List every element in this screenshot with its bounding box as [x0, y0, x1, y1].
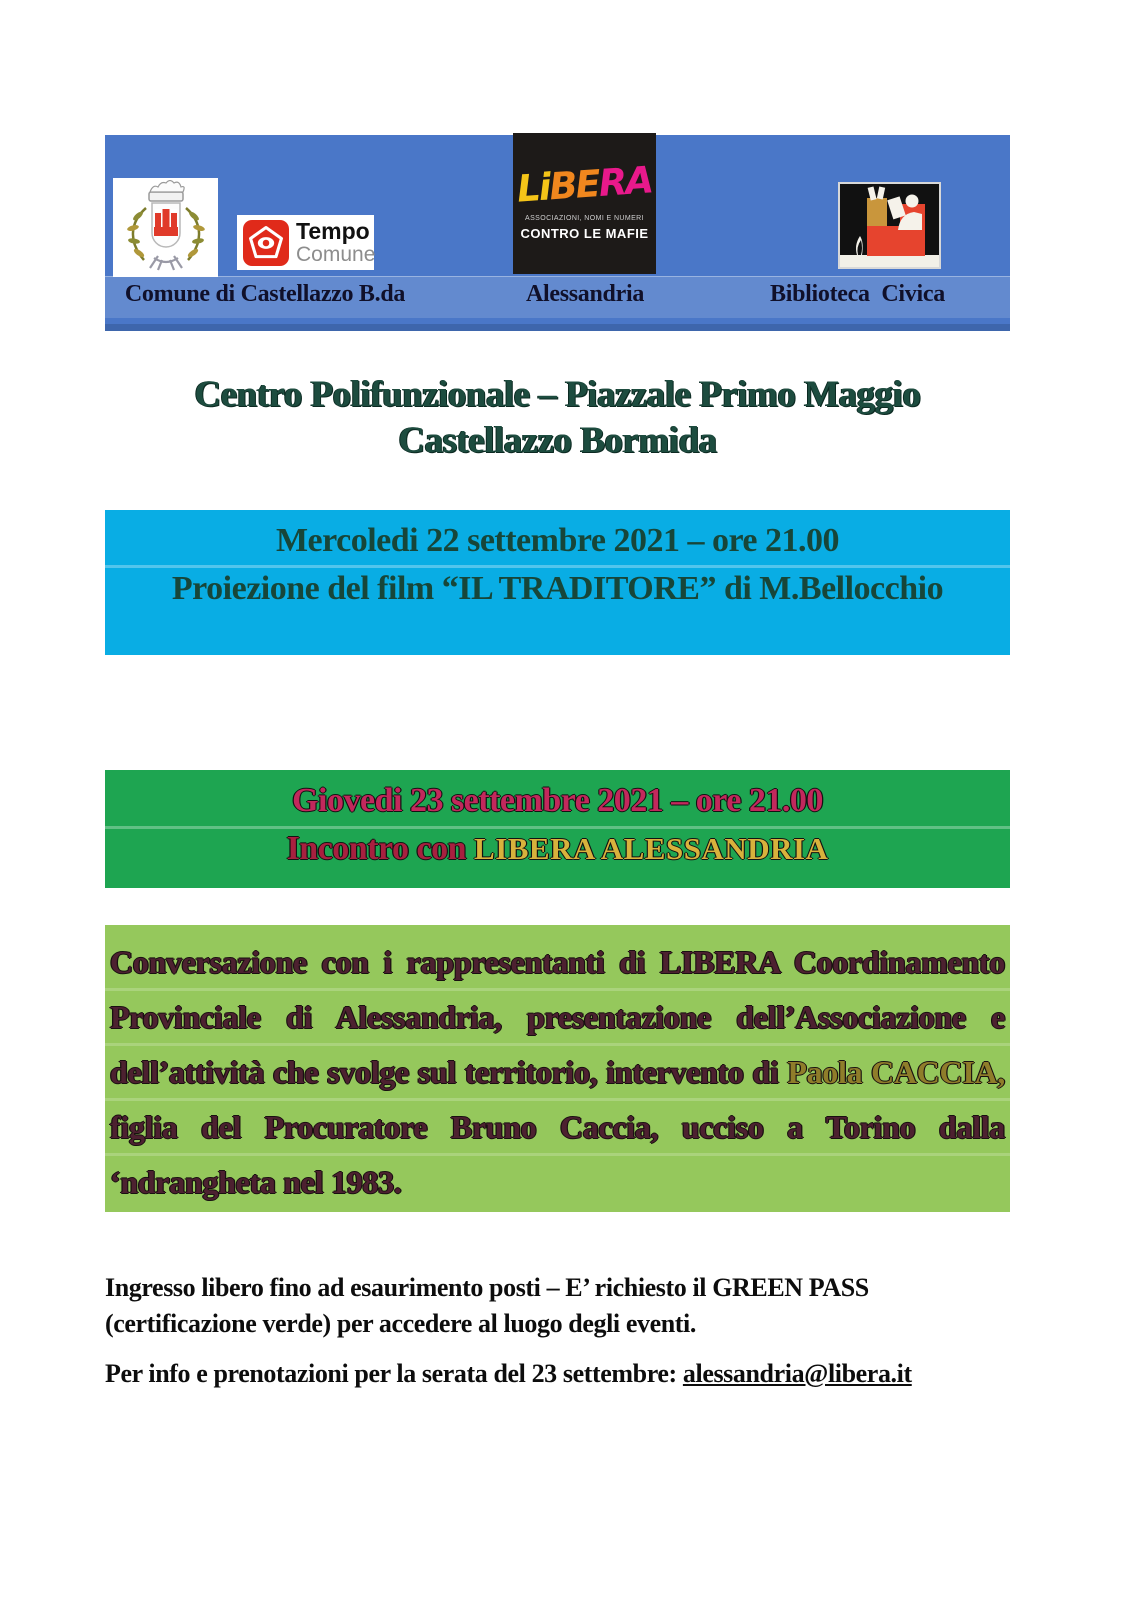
green-pass-note: Ingresso libero fino ad esaurimento posti – E’ richiesto il GREEN PASS (certificazione verde) per accedere al luogo degli eventi. — [105, 1273, 869, 1338]
comune-word: Comune — [296, 242, 376, 266]
libera-logo-tile — [513, 133, 656, 274]
divider-line — [105, 565, 1010, 568]
libera-graffiti-icon — [515, 158, 654, 211]
booking-info-prefix: Per info e prenotazioni per la serata del 23 settembre: — [105, 1359, 683, 1388]
tempo-word: Tempo — [296, 218, 370, 245]
libera-tagline: CONTRO LE MAFIE — [520, 226, 649, 241]
tempo-comune-wordmark — [296, 220, 375, 265]
header-logo-band — [105, 135, 1010, 331]
venue-title — [105, 372, 1010, 464]
description-band — [105, 925, 1010, 1212]
comune-label: Comune di Castellazzo B.da — [124, 281, 406, 307]
comune-logo-tile — [113, 178, 218, 277]
divider-line — [105, 826, 1010, 829]
tempo-comune-logo-tile — [237, 215, 374, 270]
incontro-con-text: Incontro con — [286, 830, 475, 867]
biblioteca-logo-tile — [838, 182, 941, 269]
reader-in-armchair-icon — [840, 184, 939, 267]
event1-detail: Proiezione del film “IL TRADITORE” di M.Bellocchio — [171, 570, 944, 607]
libera-alessandria-text: LIBERA ALESSANDRIA — [474, 831, 829, 866]
booking-info — [105, 1356, 1015, 1392]
stripe — [105, 1153, 1010, 1156]
venue-title-line2: Castellazzo Bormida — [398, 420, 717, 461]
libera-word-be: BE — [547, 162, 601, 209]
email-link[interactable]: alessandria@libera.it — [682, 1359, 912, 1388]
alessandria-label: Alessandria — [525, 281, 645, 307]
event2-band — [105, 770, 1010, 888]
venue-title-line1: Centro Polifunzionale – Piazzale Primo Maggio — [194, 374, 921, 415]
libera-word-li: Li — [515, 165, 551, 211]
event1-date: Mercoledi 22 settembre 2021 – ore 21.00 — [275, 522, 840, 559]
event2-date: Giovedi 23 settembre 2021 – ore 21.00 — [292, 782, 823, 819]
event1-band — [105, 510, 1010, 655]
libera-subtitle: ASSOCIAZIONI, NOMI E NUMERI — [525, 215, 644, 222]
stripe — [105, 1098, 1010, 1101]
stripe — [105, 988, 1010, 991]
pentagon-eye-icon — [243, 220, 289, 266]
coat-of-arms-icon — [116, 180, 216, 275]
biblioteca-label: Biblioteca Civica — [770, 281, 945, 307]
stripe — [105, 1043, 1010, 1046]
libera-word-ra: RA — [597, 158, 654, 205]
event2-detail — [105, 825, 1010, 873]
description-paragraph: Conversazione con i rappresentanti di LIBERA Coordinamento Provinciale di Alessandria, presentazione dell’Associazione e dell’attività che svolge sul territorio, intervento di Paola CACCIA, figlia del Procuratore Bruno Caccia, ucciso a Torino dalla ‘ndrangheta nel 1983. — [110, 944, 1005, 1200]
